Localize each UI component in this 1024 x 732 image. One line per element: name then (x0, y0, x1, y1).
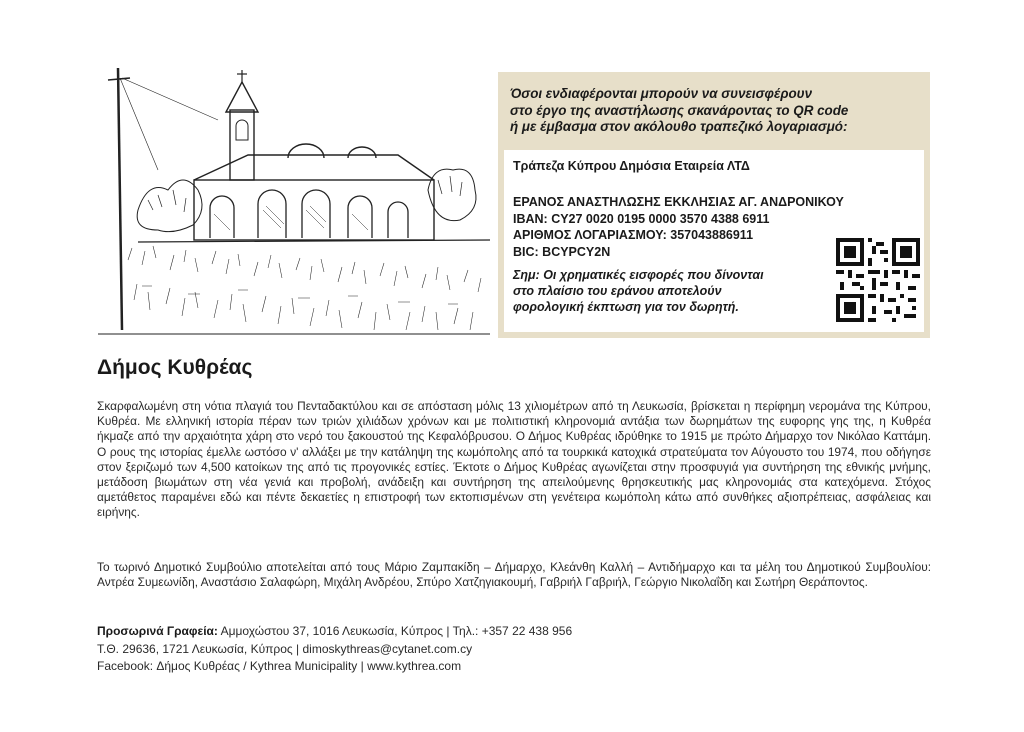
tax-note (513, 267, 823, 315)
tax-note-line: φορολογική έκπτωση για τον δωρητή. (513, 300, 739, 314)
council-paragraph: Το τωρινό Δημοτικό Συμβούλιο αποτελείται από τους Μάριο Ζαμπακίδη – Δήμαρχο, Κλεάνθη Καλλή – Αντιδήμαρχο και τα μέλη του Δημοτικού Συμβουλίου: Αντρέα Συμεωνίδη, Αναστάσιο Σαλαφώρη, Μιχάλη Ανδρέου, Σπύρο Χατζηγιακουμή, Γαβριήλ Γαβριήλ, Γεώργιο Νικολαΐδη και Σωτήρη Θεράποντος. (97, 560, 931, 590)
account-number: ΑΡΙΘΜΟΣ ΛΟΓΑΡΙΑΣΜΟΥ: 357043886911 (513, 228, 754, 242)
offices-label: Προσωρινά Γραφεία: (97, 624, 218, 638)
donation-heading-line: Όσοι ενδιαφέρονται μπορούν να συνεισφέρουν (510, 86, 813, 101)
donation-heading-line: ή με έμβασμα στον ακόλουθο τραπεζικό λογαριασμό: (510, 119, 848, 134)
history-paragraph: Σκαρφαλωμένη στη νότια πλαγιά του Πενταδακτύλου και σε απόσταση μόλις 13 χιλιομέτρων από τη Λευκωσία, βρίσκεται η περίφημη νερομάνα της Κύπρου, Κυθρέα. Με ελληνική ιστορία πέραν των τριών χιλιάδων χρόνων και με πολιτιστική κληρονομιά αντάξια των δωρημάτων της ευφορης γης της, η Κυθρέα ήκμαζε από την αρχαιότητα χάρη στο νερό του ξακουστού της Κεφαλόβρυσου. Ο Δήμος Κυθρέας ιδρύθηκε το 1915 με πρώτο Δήμαρχο τον Νικόλαο Καττάμη. Ο ρους της ιστορίας έμελλε ωστόσο ν' αλλάξει με την κατάληψη της κωμόπολης από τα τουρκικά κατοχικά στρατεύματα τον Αύγουστο του 1974, που οδήγησε στον ξεριζωμό των 4,500 κατοίκων της από τις προγονικές εστίες. Έκτοτε ο Δήμος Κυθρέας αγωνίζεται στην προσφυγιά για συντήρηση της εθνικής μνήμης, μετάδοση βιωμάτων στη νέα γενιά και προβολή, ανάδειξη και συντήρηση της απειλούμενης θρησκευτικής μας κληρονομιάς στα κατεχόμενα. Στόχος αμετάθετος παραμένει εδώ και πέντε δεκαετίες η επιστροφή των εκτοπισμένων στη γενέτειρα κωμόπολη κάτω από συνθήκες αξιοπρέπειας, ασφάλειας και ειρήνης. (97, 399, 931, 520)
donation-heading (510, 86, 920, 136)
offices-value: Αμμοχώστου 37, 1016 Λευκωσία, Κύπρος | Τηλ.: +357 22 438 956 (217, 624, 573, 638)
tax-note-line: Σημ: Οι χρηματικές εισφορές που δίνονται (513, 268, 764, 282)
iban: IBAN: CY27 0020 0195 0000 3570 4388 6911 (513, 211, 770, 226)
church-sketch-illustration (98, 60, 490, 336)
tax-note-line: στο πλαίσιο του εράνου αποτελούν (513, 284, 722, 298)
page-title: Δήμος Κυθρέας (97, 356, 253, 379)
po-box-email-line[interactable]: Τ.Θ. 29636, 1721 Λευκωσία, Κύπρος | dimoskythreas@cytanet.com.cy (97, 641, 473, 656)
fund-name: ΕΡΑΝΟΣ ΑΝΑΣΤΗΛΩΣΗΣ ΕΚΚΛΗΣΙΑΣ ΑΓ. ΑΝΔΡΟΝΙΚΟΥ (513, 195, 844, 209)
donation-heading-line: στο έργο της αναστήλωσης σκανάροντας το QR code (510, 102, 849, 118)
bic-code: BIC: BCYPCY2N (513, 244, 611, 259)
facebook-website-line[interactable]: Facebook: Δήμος Κυθρέας / Kythrea Municipality | www.kythrea.com (97, 659, 462, 673)
offices-line (97, 623, 931, 641)
qr-code-icon[interactable] (836, 238, 920, 322)
contact-info (97, 623, 931, 676)
donation-info-box (498, 72, 930, 338)
bank-name: Τράπεζα Κύπρου Δημόσια Εταιρεία ΛΤΔ (513, 159, 750, 173)
bank-details-panel (504, 150, 924, 332)
